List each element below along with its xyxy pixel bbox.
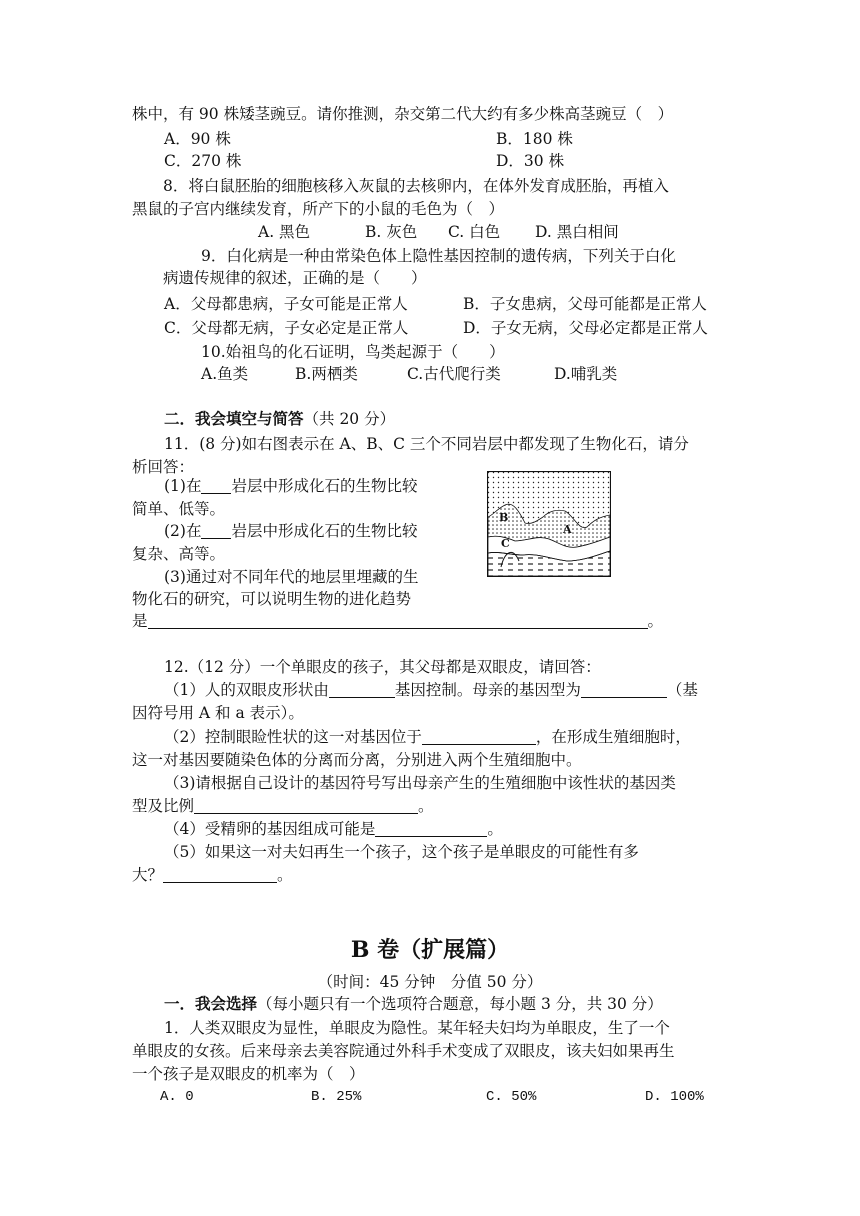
part-b-q1-option-d: D. 100% xyxy=(645,1089,704,1105)
q11-part3-line2: 物化石的研究，可以说明生物的进化趋势 xyxy=(132,590,412,608)
fig-label-b: B xyxy=(499,511,509,524)
q12-blank-1[interactable] xyxy=(329,681,395,698)
q11-part3-line1: (3)通过对不同年代的地层里埋藏的生 xyxy=(164,568,419,586)
rock-strata-figure xyxy=(487,471,611,577)
q11-part2-prefix: (2)在 xyxy=(164,522,202,540)
q10-option-d: D.哺乳类 xyxy=(554,365,618,383)
q12-sub5-end: 。 xyxy=(277,866,293,884)
part-b-q1-option-c: C. 50% xyxy=(486,1089,537,1105)
q12-sub2-suffix: ，在形成生殖细胞时， xyxy=(535,728,691,746)
q8-option-d: D. 黑白相间 xyxy=(535,223,619,241)
q11-stem-line1: 11．(8 分)如右图表示在 A、B、C 三个不同岩层中都发现了生物化石，请分 xyxy=(164,435,689,453)
q11-part1-cont: 简单、低等。 xyxy=(132,500,226,518)
q12-sub2 xyxy=(164,727,691,747)
q10-stem: 10.始祖鸟的化石证明，鸟类起源于（ ） xyxy=(201,343,505,361)
q12-sub1 xyxy=(164,680,698,700)
fig-label-c: C xyxy=(501,537,510,550)
q12-sub4-end: 。 xyxy=(487,820,503,838)
q9-option-c: C．父母都无病，子女必定是正常人 xyxy=(164,319,409,337)
q7-option-b: B．180 株 xyxy=(496,130,573,148)
q12-blank-6[interactable] xyxy=(163,866,277,883)
part-b-q1-line1: 1．人类双眼皮为显性，单眼皮为隐性。某年轻夫妇均为单眼皮，生了一个 xyxy=(164,1019,670,1037)
section-2-title: 二．我会填空与简答 xyxy=(164,409,304,428)
q12-sub5-line1: （5）如果这一对夫妇再生一个孩子，这个孩子是单眼皮的可能性有多 xyxy=(164,843,639,861)
q8-stem-line2: 黑鼠的子宫内继续发育，所产下的小鼠的毛色为（ ） xyxy=(132,200,505,218)
q12-sub3-prefix: 型及比例 xyxy=(132,797,195,815)
q12-sub1-middle: 基因控制。母亲的基因型为 xyxy=(394,681,581,699)
q9-option-b: B．子女患病，父母可能都是正常人 xyxy=(463,295,707,313)
part-b-section-1-instructions: （每小题只有一个选项符合题意，每小题 3 分，共 30 分） xyxy=(257,995,663,1013)
q12-sub1-suffix: （基 xyxy=(666,681,698,699)
q12-sub4 xyxy=(164,819,503,839)
section-2-score: （共 20 分） xyxy=(303,410,396,428)
q9-stem-line1: 9．白化病是一种由常染色体上隐性基因控制的遗传病，下列关于白化 xyxy=(201,247,676,265)
q9-stem-line2: 病遗传规律的叙述，正确的是（ ） xyxy=(163,269,427,287)
q8-option-b: B. 灰色 xyxy=(365,223,418,241)
q11-part3-prefix: 是 xyxy=(132,612,148,630)
q12-blank-4[interactable] xyxy=(194,797,418,814)
q11-part1 xyxy=(164,476,417,496)
q9-option-a: A．父母都患病，子女可能是正常人 xyxy=(164,295,408,313)
q8-option-c: C. 白色 xyxy=(448,223,501,241)
q10-option-b: B.两栖类 xyxy=(295,365,358,383)
q12-sub1-prefix: （1）人的双眼皮形状由 xyxy=(164,681,329,699)
q12-sub2-cont: 这一对基因要随染色体的分离而分离，分别进入两个生殖细胞中。 xyxy=(132,751,582,769)
q7-stem: 株中，有 90 株矮茎豌豆。请你推测，杂交第二代大约有多少株高茎豌豆（ ） xyxy=(132,105,674,123)
part-b-q1-option-a: A. 0 xyxy=(160,1089,194,1105)
q11-part3-end: 。 xyxy=(647,612,664,630)
q11-stem-line2: 析回答： xyxy=(132,458,195,476)
q12-sub1-cont: 因符号用 A 和 a 表示）。 xyxy=(132,704,304,722)
part-b-time: （时间：45 分钟 分值 50 分） xyxy=(317,973,543,991)
part-b-q1-option-b: B. 25% xyxy=(311,1089,362,1105)
q8-stem-line1: 8．将白鼠胚胎的细胞核移入灰鼠的去核卵内，在体外发育成胚胎，再植入 xyxy=(163,177,669,195)
q11-part1-suffix: 岩层中形成化石的生物比较 xyxy=(231,477,418,495)
part-b-section-1-heading xyxy=(164,994,663,1014)
q12-sub2-prefix: （2）控制眼睑性状的这一对基因位于 xyxy=(164,728,422,746)
q7-option-d: D．30 株 xyxy=(496,152,565,170)
q12-stem: 12.（12 分）一个单眼皮的孩子，其父母都是双眼皮，请回答： xyxy=(164,658,601,676)
q11-part2-cont: 复杂、高等。 xyxy=(132,545,226,563)
q12-sub3-end: 。 xyxy=(418,797,434,815)
q12-sub5-prefix: 大？ xyxy=(132,866,164,884)
q11-part1-prefix: (1)在 xyxy=(164,477,202,495)
part-b-title: B 卷（扩展篇） xyxy=(350,937,510,963)
fig-label-a: A xyxy=(563,523,572,536)
section-2-heading xyxy=(164,409,395,429)
part-b-section-1-title: 一．我会选择 xyxy=(164,994,258,1013)
q8-option-a: A. 黑色 xyxy=(258,223,311,241)
q11-blank-3[interactable] xyxy=(148,612,648,629)
q7-option-c: C．270 株 xyxy=(164,152,242,170)
q11-blank-1[interactable] xyxy=(201,477,231,494)
q11-part3-line3 xyxy=(132,611,663,631)
part-b-q1-line2: 单眼皮的女孩。后来母亲去美容院通过外科手术变成了双眼皮，该夫妇如果再生 xyxy=(132,1042,675,1060)
q9-option-d: D．子女无病，父母必定都是正常人 xyxy=(463,319,708,337)
part-b-q1-line3: 一个孩子是双眼皮的机率为（ ） xyxy=(132,1065,365,1083)
q11-part2-suffix: 岩层中形成化石的生物比较 xyxy=(231,522,418,540)
q10-option-a: A.鱼类 xyxy=(201,365,249,383)
q11-blank-2[interactable] xyxy=(201,522,231,539)
q12-sub5-line2 xyxy=(132,865,293,885)
q12-sub3-line2 xyxy=(132,796,434,816)
q12-blank-3[interactable] xyxy=(422,728,536,745)
q12-sub3-line1: （3)请根据自己设计的基因符号写出母亲产生的生殖细胞中该性状的基因类 xyxy=(164,774,676,792)
q10-option-c: C.古代爬行类 xyxy=(407,365,501,383)
q12-blank-5[interactable] xyxy=(375,820,487,837)
q12-sub4-prefix: （4）受精卵的基因组成可能是 xyxy=(164,820,376,838)
q11-part2 xyxy=(164,521,417,541)
q12-blank-2[interactable] xyxy=(581,681,667,698)
q7-option-a: A．90 株 xyxy=(164,130,231,148)
